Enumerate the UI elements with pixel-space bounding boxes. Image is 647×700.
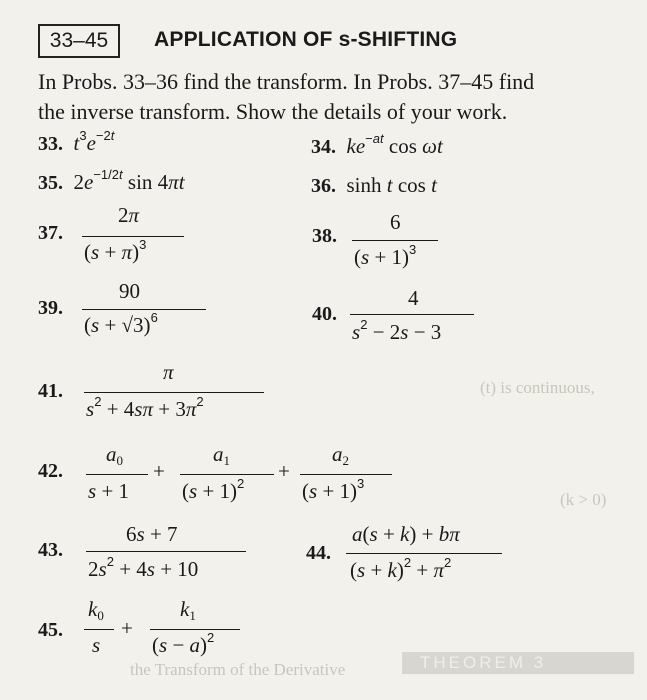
section-title: APPLICATION OF s-SHIFTING — [154, 28, 458, 51]
denominator: $(s + k)^2 + \pi^2$ — [350, 555, 452, 582]
plus-sign: + — [153, 459, 165, 483]
bleed-through-text: (t) is continuous, — [480, 378, 595, 397]
fraction-bar — [300, 474, 392, 475]
denominator: s + 1 — [88, 479, 130, 503]
problem-36: 36. sinh t cos t — [311, 173, 437, 197]
bleed-through-text: (k > 0) — [560, 490, 607, 509]
problem-40: 40. — [312, 303, 337, 325]
problem-37: 37. — [38, 222, 63, 244]
denominator: s — [92, 633, 101, 657]
denominator: $(s + 1)^2$ — [182, 476, 245, 503]
numerator: π — [163, 360, 174, 384]
numerator: $a_1$ — [213, 442, 231, 468]
numerator: $a_0$ — [106, 442, 124, 468]
numerator: $k_1$ — [180, 597, 196, 623]
instructions-line-2: the inverse transform. Show the details of your work. — [38, 99, 508, 124]
denominator: $(s + \pi)^3$ — [84, 237, 147, 264]
fraction-bar — [346, 553, 502, 554]
problem-33: 33. $t^3e^{-2t}$ — [38, 128, 115, 155]
problem-38: 38. — [312, 225, 337, 247]
problem-43: 43. — [38, 539, 63, 561]
numerator: 6s + 7 — [126, 522, 178, 546]
bleed-through-text: the Transform of the Derivative — [130, 660, 346, 679]
fraction-bar — [350, 314, 474, 315]
instructions-line-1: In Probs. 33–36 find the transform. In Probs. 37–45 find — [38, 69, 535, 94]
numerator: 4 — [408, 286, 419, 310]
numerator: a(s + k) + bπ — [352, 522, 460, 546]
fraction-bar — [352, 240, 438, 241]
fraction-bar — [84, 629, 114, 630]
problem-35: 35. $2e^{-1/2t}$ sin 4πt — [38, 167, 185, 194]
denominator: $(s + √3)^6$ — [84, 310, 158, 337]
fraction-bar — [150, 629, 240, 630]
problem-45: 45. — [38, 619, 63, 641]
problem-41: 41. — [38, 380, 63, 402]
denominator: $(s + 1)^3$ — [354, 242, 417, 269]
numerator: $a_2$ — [332, 442, 350, 468]
denominator: $s^2 - 2s - 3$ — [352, 317, 442, 344]
denominator: $s^2 + 4s\pi + 3\pi^2$ — [86, 394, 204, 421]
problem-44: 44. — [306, 542, 331, 564]
problem-39: 39. — [38, 297, 63, 319]
fraction-bar — [86, 474, 148, 475]
numerator: 6 — [390, 210, 401, 234]
numerator: $k_0$ — [88, 597, 104, 623]
fraction-bar — [86, 551, 246, 552]
fraction-bar — [82, 309, 206, 310]
denominator: $2s^2 + 4s + 10$ — [88, 554, 199, 581]
numerator: 2π — [118, 203, 140, 227]
plus-sign: + — [278, 459, 290, 483]
problem-34: 34. $ke^{-at}$ cos ωt — [311, 131, 443, 158]
denominator: $(s + 1)^3$ — [302, 476, 365, 503]
numerator: 90 — [119, 279, 140, 303]
problem-42: 42. — [38, 460, 63, 482]
fraction-bar — [84, 392, 264, 393]
denominator: $(s - a)^2$ — [152, 630, 215, 657]
theorem-label: THEOREM 3 — [420, 653, 547, 672]
plus-sign: + — [121, 616, 133, 640]
section-number: 33–45 — [49, 29, 109, 52]
fraction-bar — [82, 236, 184, 237]
fraction-bar — [180, 474, 274, 475]
